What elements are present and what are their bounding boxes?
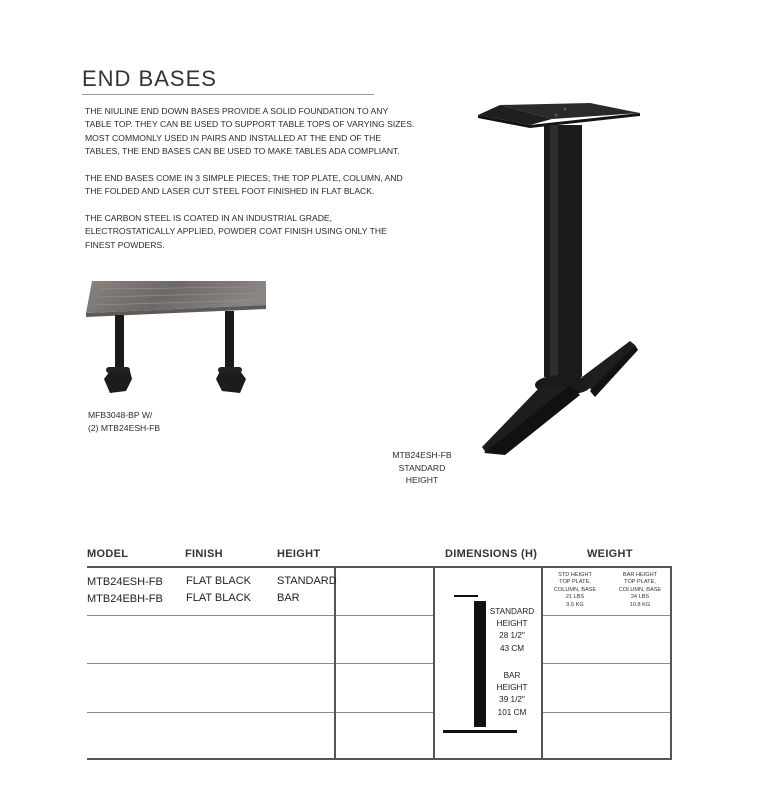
row-separator	[543, 663, 670, 664]
table-with-bases-image	[80, 275, 275, 400]
header-height: HEIGHT	[277, 548, 321, 560]
table-caption-line-1: MFB3048-BP W/	[88, 410, 153, 420]
table-caption-line-2: (2) MTB24ESH-FB	[88, 422, 161, 433]
header-weight: WEIGHT	[587, 548, 633, 560]
table-bottom-rule	[87, 758, 672, 760]
height-value: STANDARD	[277, 575, 337, 587]
dim-label: HEIGHT	[496, 683, 528, 693]
intro-paragraph-2: THE END BASES COME IN 3 SIMPLE PIECES; THE TOP PLATE, COLUMN, AND THE FOLDED AND LASER CUT STEEL FOOT FINISHED IN FLAT BLACK.	[85, 173, 403, 197]
bar-height-marker	[443, 730, 517, 733]
weight-bar	[611, 572, 669, 609]
model-value: MTB24ESH-FB	[87, 576, 163, 588]
dim-value-in: 28 1/2"	[499, 631, 525, 641]
weight-label: TOP PLATE,	[559, 579, 591, 586]
dim-value-cm: 101 CM	[497, 707, 527, 717]
finish-cell	[186, 573, 251, 607]
header-finish: FINISH	[185, 548, 223, 560]
row-separator	[336, 712, 433, 713]
dim-value-in: 39 1/2"	[499, 695, 525, 705]
dim-value-cm: 43 CM	[499, 643, 525, 653]
row-separator	[336, 615, 433, 616]
row-separator	[543, 712, 670, 713]
bar-dimension	[482, 670, 542, 719]
weight-label: COLUMN, BASE	[553, 586, 597, 593]
table-divider-dims-left	[433, 566, 435, 759]
row-separator	[543, 615, 670, 616]
row-separator	[87, 712, 334, 713]
height-cell	[277, 573, 337, 607]
page-title: END BASES	[82, 66, 217, 91]
table-header-rule	[87, 566, 672, 568]
model-value: MTB24EBH-FB	[87, 593, 163, 605]
weight-std	[546, 572, 604, 609]
weight-kg: 9.5 KG	[566, 601, 584, 608]
weight-label: COLUMN, BASE	[618, 586, 662, 593]
standard-dimension	[482, 606, 542, 655]
row-separator	[87, 663, 334, 664]
finish-value: FLAT BLACK	[186, 592, 252, 604]
header-dimensions: DIMENSIONS (H)	[445, 548, 538, 560]
base-caption-line-1: MTB24ESH-FB	[392, 450, 452, 460]
dim-label: HEIGHT	[496, 619, 528, 629]
table-caption	[88, 409, 160, 434]
weight-label: BAR HEIGHT	[622, 572, 658, 578]
intro-paragraph-1: THE NIULINE END DOWN BASES PROVIDE A SOLID FOUNDATION TO ANY TABLE TOP. THEY CAN BE USED TO SUPPORT TABLE TOPS OF VARYING SIZES. MOST COMMONLY USED IN PAIRS AND INSTALLED AT THE END OF THE TABLES, THE END BASES CAN BE USED TO MAKE TABLES ADA COMPLIANT.	[85, 106, 415, 156]
weight-lbs: 21 LBS	[565, 594, 585, 601]
finish-value: FLAT BLACK	[186, 575, 252, 587]
title-divider	[82, 94, 374, 95]
weight-label: TOP PLATE,	[624, 579, 656, 586]
dim-label: BAR	[503, 671, 521, 680]
weight-lbs: 24 LBS	[630, 594, 650, 601]
standard-height-marker	[454, 595, 478, 597]
row-separator	[336, 663, 433, 664]
row-separator	[87, 615, 334, 616]
height-value: BAR	[277, 592, 300, 604]
weight-label: STD HEIGHT	[558, 572, 592, 578]
dim-label: STANDARD	[489, 607, 535, 616]
model-cell	[87, 574, 163, 608]
table-divider-right	[670, 566, 672, 759]
intro-paragraph-3: THE CARBON STEEL IS COATED IN AN INDUSTRIAL GRADE, ELECTROSTATICALLY APPLIED, POWDER COAT FINISH USING ONLY THE FINEST POWDERS.	[85, 213, 387, 250]
weight-kg: 10.8 KG	[629, 601, 651, 608]
base-caption	[382, 449, 462, 487]
header-model: MODEL	[87, 548, 129, 560]
base-caption-line-2: STANDARD HEIGHT	[398, 462, 446, 485]
end-base-image	[470, 95, 650, 460]
